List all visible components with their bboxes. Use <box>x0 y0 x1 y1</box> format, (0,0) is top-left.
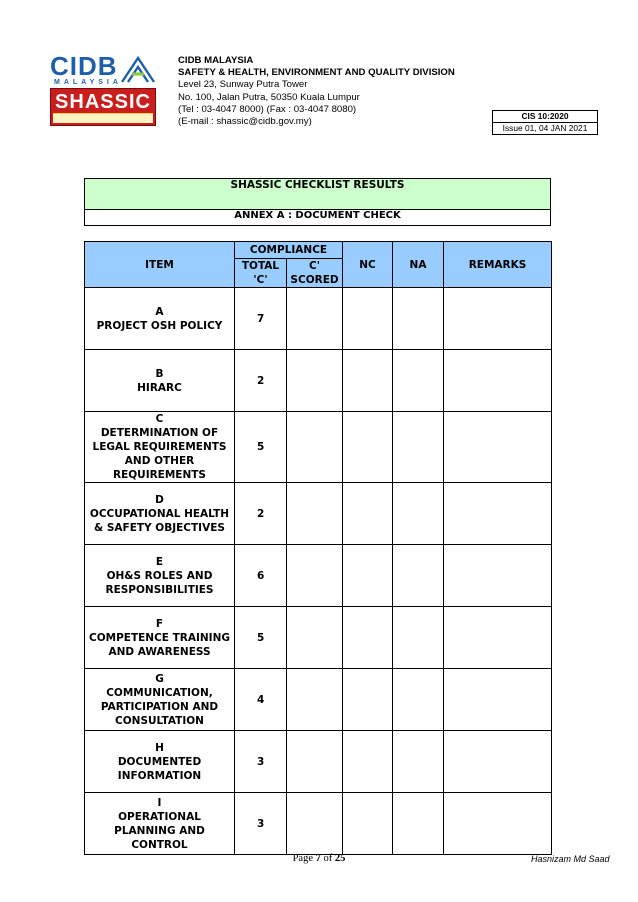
item-cell <box>85 793 235 855</box>
scored-cell[interactable] <box>287 669 343 731</box>
item-cell <box>85 731 235 793</box>
item-letter: F <box>155 617 164 630</box>
na-cell[interactable] <box>393 607 444 669</box>
organization-block <box>178 55 455 128</box>
page-total: 25 <box>334 853 346 864</box>
item-cell <box>85 545 235 607</box>
cidb-logo-subtext: MALAYSIA <box>54 79 122 86</box>
item-name: OPERATIONAL PLANNING AND CONTROL <box>114 810 205 851</box>
table-row <box>85 545 552 607</box>
na-cell[interactable] <box>393 731 444 793</box>
nc-cell[interactable] <box>343 545 393 607</box>
item-letter: G <box>155 672 164 685</box>
nc-cell[interactable] <box>343 412 393 483</box>
na-cell[interactable] <box>393 669 444 731</box>
total-c-cell: 5 <box>235 607 287 669</box>
item-cell <box>85 288 235 350</box>
annex-title: ANNEX A : DOCUMENT CHECK <box>234 210 401 221</box>
cidb-logo-text: CIDB <box>50 51 118 81</box>
item-letter: B <box>155 367 164 380</box>
item-letter: C <box>155 413 164 425</box>
header-nc: NC <box>343 242 393 288</box>
org-name: CIDB MALAYSIA <box>178 55 254 66</box>
item-letter: A <box>155 305 164 318</box>
remarks-cell[interactable] <box>444 669 552 731</box>
remarks-cell[interactable] <box>444 412 552 483</box>
nc-cell[interactable] <box>343 483 393 545</box>
header-total-c: TOTAL 'C' <box>235 259 287 288</box>
total-c-cell: 5 <box>235 412 287 483</box>
nc-cell[interactable] <box>343 731 393 793</box>
table-row <box>85 412 552 483</box>
header-compliance: COMPLIANCE <box>235 242 343 259</box>
item-cell <box>85 483 235 545</box>
item-name: PROJECT OSH POLICY <box>96 319 223 332</box>
na-cell[interactable] <box>393 483 444 545</box>
item-letter: I <box>157 796 162 809</box>
item-name: OCCUPATIONAL HEALTH & SAFETY OBJECTIVES <box>89 507 230 534</box>
division-name: SAFETY & HEALTH, ENVIRONMENT AND QUALITY DIVISION <box>178 67 455 79</box>
cidb-logo-mark-icon <box>118 52 158 86</box>
shassic-logo-text: SHASSIC <box>55 91 151 113</box>
address-line-1: Level 23, Sunway Putra Tower <box>178 79 308 91</box>
total-c-cell: 3 <box>235 731 287 793</box>
nc-cell[interactable] <box>343 607 393 669</box>
header-c-scored: C' SCORED <box>287 259 343 288</box>
scored-cell[interactable] <box>287 731 343 793</box>
page-number: Page 7 of 25 <box>292 853 346 864</box>
na-cell[interactable] <box>393 412 444 483</box>
scored-cell[interactable] <box>287 412 343 483</box>
document-check-table <box>84 241 552 855</box>
nc-cell[interactable] <box>343 669 393 731</box>
item-cell <box>85 669 235 731</box>
remarks-cell[interactable] <box>444 483 552 545</box>
total-c-cell: 7 <box>235 288 287 350</box>
header-na: NA <box>393 242 444 288</box>
item-name: HIRARC <box>137 381 182 394</box>
total-c-cell: 2 <box>235 483 287 545</box>
na-cell[interactable] <box>393 288 444 350</box>
document-code-box <box>492 110 598 135</box>
item-name: DETERMINATION OF LEGAL REQUIREMENTS AND OTHER REQUIREMENTS <box>92 427 227 481</box>
remarks-cell[interactable] <box>444 607 552 669</box>
remarks-cell[interactable] <box>444 793 552 855</box>
remarks-cell[interactable] <box>444 545 552 607</box>
nc-cell[interactable] <box>343 288 393 350</box>
table-row <box>85 793 552 855</box>
page-current: 7 <box>315 853 321 864</box>
table-row <box>85 607 552 669</box>
scored-cell[interactable] <box>287 350 343 412</box>
scored-cell[interactable] <box>287 483 343 545</box>
remarks-cell[interactable] <box>444 731 552 793</box>
table-row <box>85 350 552 412</box>
document-code: CIS 10:2020 <box>493 111 597 123</box>
scored-cell[interactable] <box>287 793 343 855</box>
scored-cell[interactable] <box>287 545 343 607</box>
table-row <box>85 483 552 545</box>
address-line-2: No. 100, Jalan Putra, 50350 Kuala Lumpur <box>178 91 360 103</box>
table-row <box>85 669 552 731</box>
scored-cell[interactable] <box>287 288 343 350</box>
na-cell[interactable] <box>393 545 444 607</box>
nc-cell[interactable] <box>343 793 393 855</box>
nc-cell[interactable] <box>343 350 393 412</box>
item-letter: D <box>155 493 164 506</box>
total-c-cell: 2 <box>235 350 287 412</box>
item-name: OH&S ROLES AND RESPONSIBILITIES <box>105 569 214 596</box>
author-name: Hasnizam Md Saad <box>531 854 610 864</box>
shassic-logo <box>50 88 156 126</box>
email: (E-mail : shassic@cidb.gov.my) <box>178 116 312 128</box>
scored-cell[interactable] <box>287 607 343 669</box>
table-row <box>85 288 552 350</box>
item-name: COMPETENCE TRAINING AND AWARENESS <box>89 631 230 658</box>
checklist-title-box <box>84 178 551 226</box>
item-cell <box>85 350 235 412</box>
item-name: COMMUNICATION, PARTICIPATION AND CONSULTATION <box>100 686 219 727</box>
item-cell <box>85 607 235 669</box>
item-name: DOCUMENTED INFORMATION <box>117 755 202 782</box>
remarks-cell[interactable] <box>444 288 552 350</box>
checklist-title: SHASSIC CHECKLIST RESULTS <box>85 179 550 210</box>
item-cell <box>85 412 235 483</box>
na-cell[interactable] <box>393 350 444 412</box>
item-letter: H <box>155 741 164 754</box>
total-c-cell: 3 <box>235 793 287 855</box>
phone-fax: (Tel : 03-4047 8000) (Fax : 03-4047 8080) <box>178 103 357 115</box>
cidb-logo <box>50 52 160 86</box>
header-item: ITEM <box>85 242 235 288</box>
total-c-cell: 6 <box>235 545 287 607</box>
issue-info: Issue 01, 04 JAN 2021 <box>502 123 588 133</box>
item-letter: E <box>155 555 164 568</box>
table-row <box>85 731 552 793</box>
header-remarks: REMARKS <box>444 242 552 288</box>
na-cell[interactable] <box>393 793 444 855</box>
shassic-logo-tagline-strip <box>53 113 153 123</box>
total-c-cell: 4 <box>235 669 287 731</box>
remarks-cell[interactable] <box>444 350 552 412</box>
